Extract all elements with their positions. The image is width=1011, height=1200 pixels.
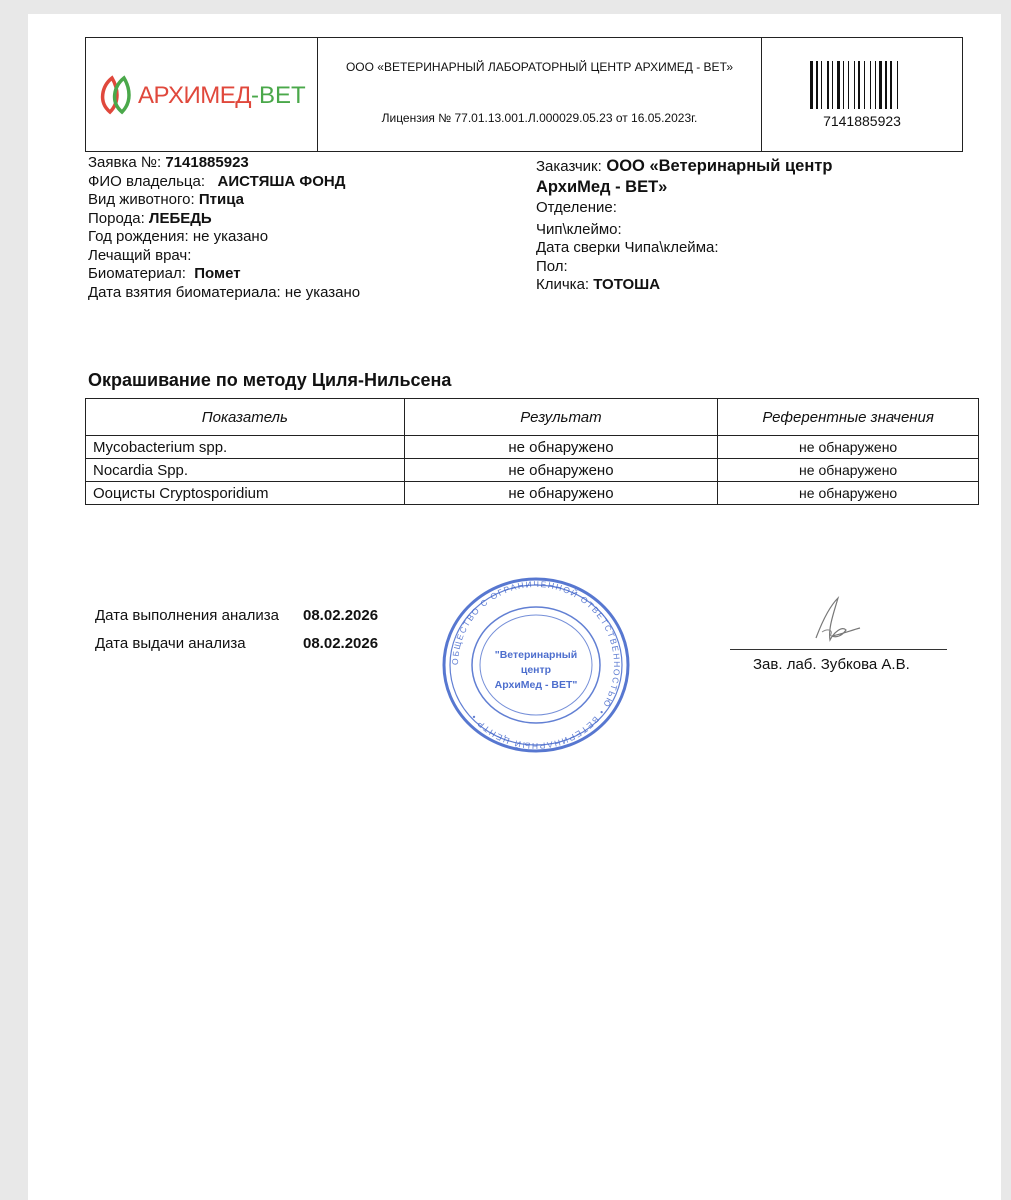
result-cell: не обнаружено [404,436,718,459]
svg-text:-ВЕТ: -ВЕТ [250,81,306,109]
owner-label: ФИО владельца: [88,172,206,190]
owner-name: АИСТЯША ФОНД [217,172,346,190]
barcode-bar [832,61,833,109]
barcode-bar [843,61,844,109]
species-label: Вид животного: [88,191,195,208]
logo-cell [86,38,318,151]
barcode-bar [897,61,898,109]
signer-name: Зав. лаб. Зубкова А.В. [753,656,910,673]
barcode-icon [810,61,922,109]
barcode-bar [837,61,840,109]
completed-date: 08.02.2026 [303,607,379,624]
svg-text:ОБЩЕСТВО С ОГРАНИЧЕННОЙ ОТВЕТС: ОБЩЕСТВО С ОГРАНИЧЕННОЙ ОТВЕТСТВЕННОСТЬЮ • ВЕТЕРИНАРНЫЙ ЦЕНТР • [449,578,623,752]
table-row [86,482,979,505]
birth-year-value: не указано [192,228,269,245]
issued-date: 08.02.2026 [303,635,379,652]
barcode-bar [827,61,829,109]
nickname-value: ТОТОША [593,276,661,293]
barcode-bar [821,61,822,109]
svg-text:АРХИМЕД: АРХИМЕД [137,81,251,109]
request-info [88,154,360,302]
org-name: ООО «ВЕТЕРИНАРНЫЙ ЛАБОРАТОРНЫЙ ЦЕНТР АРХИМЕД - ВЕТ» [345,60,734,74]
barcode-bar [864,61,865,109]
barcode-bar [875,61,876,109]
signature-line [730,649,947,650]
customer-label: Заказчик: [536,158,602,175]
result-cell: не обнаружено [404,482,718,505]
barcode-bar [890,61,892,109]
sample-date-label: Дата взятия биоматериала: [88,283,281,301]
section-title: Окрашивание по методу Циля-Нильсена [88,370,452,390]
svg-text:АрхиМед - ВЕТ": АрхиМед - ВЕТ" [494,679,578,691]
barcode-bar [848,61,849,109]
svg-text:"Ветеринарный: "Ветеринарный [494,649,578,661]
analysis-dates [95,602,379,658]
archimed-vet-logo [96,72,308,118]
breed-label: Порода: [88,209,145,227]
table-row [86,436,979,459]
table-header-row [86,399,979,436]
sample-date-value: не указано [284,283,361,301]
customer-name-line2: АрхиМед - ВЕТ» [536,178,668,196]
biomaterial-value: Помет [194,265,241,282]
barcode-cell [762,38,962,151]
issued-date-label: Дата выдачи анализа [95,635,246,652]
completed-date-label: Дата выполнения анализа [95,607,279,624]
request-number: 7141885923 [165,154,249,171]
barcode-bar [854,61,855,109]
nickname-label: Кличка: [536,276,590,293]
result-cell: не обнаружено [404,459,718,482]
customer-info [536,156,832,295]
sex-label: Пол: [536,257,568,275]
chip-check-label: Дата сверки Чипа\клейма: [536,239,719,256]
document-header [85,37,963,152]
indicator-cell: Nocardia Spp. [86,459,405,482]
birth-year-label: Год рождения: [88,228,189,245]
chip-label: Чип\клеймо: [536,220,622,238]
barcode-number: 7141885923 [823,113,901,129]
reference-cell: не обнаружено [718,436,979,459]
biomaterial-label: Биоматериал: [88,265,186,282]
table-row [86,459,979,482]
org-info-cell [318,38,762,151]
barcode-bar [816,61,818,109]
header-result: Результат [404,399,718,436]
license-text: Лицензия № 77.01.13.001.Л.000029.05.23 от 16.05.2023г. [381,111,698,125]
header-indicator: Показатель [86,399,405,436]
header-reference: Референтные значения [718,399,979,436]
species-value: Птица [198,191,244,208]
signature-icon [808,592,868,648]
barcode-bar [885,61,887,109]
indicator-cell: Ооцисты Cryptosporidium [86,482,405,505]
barcode-bar [879,61,882,109]
barcode-bar [810,61,813,109]
doctor-label: Лечащий врач: [88,246,192,264]
stamp-icon [438,574,634,756]
svg-text:центр: центр [520,664,552,676]
indicator-cell: Mycobacterium spp. [86,436,405,459]
barcode-bar [870,61,871,109]
customer-name-line1: ООО «Ветеринарный центр [606,157,833,175]
reference-cell: не обнаружено [718,459,979,482]
breed-value: ЛЕБЕДЬ [148,209,212,227]
results-table [85,398,979,505]
request-number-label: Заявка №: [88,154,162,171]
reference-cell: не обнаружено [718,482,979,505]
barcode-bar [858,61,860,109]
department-label: Отделение: [536,199,617,216]
